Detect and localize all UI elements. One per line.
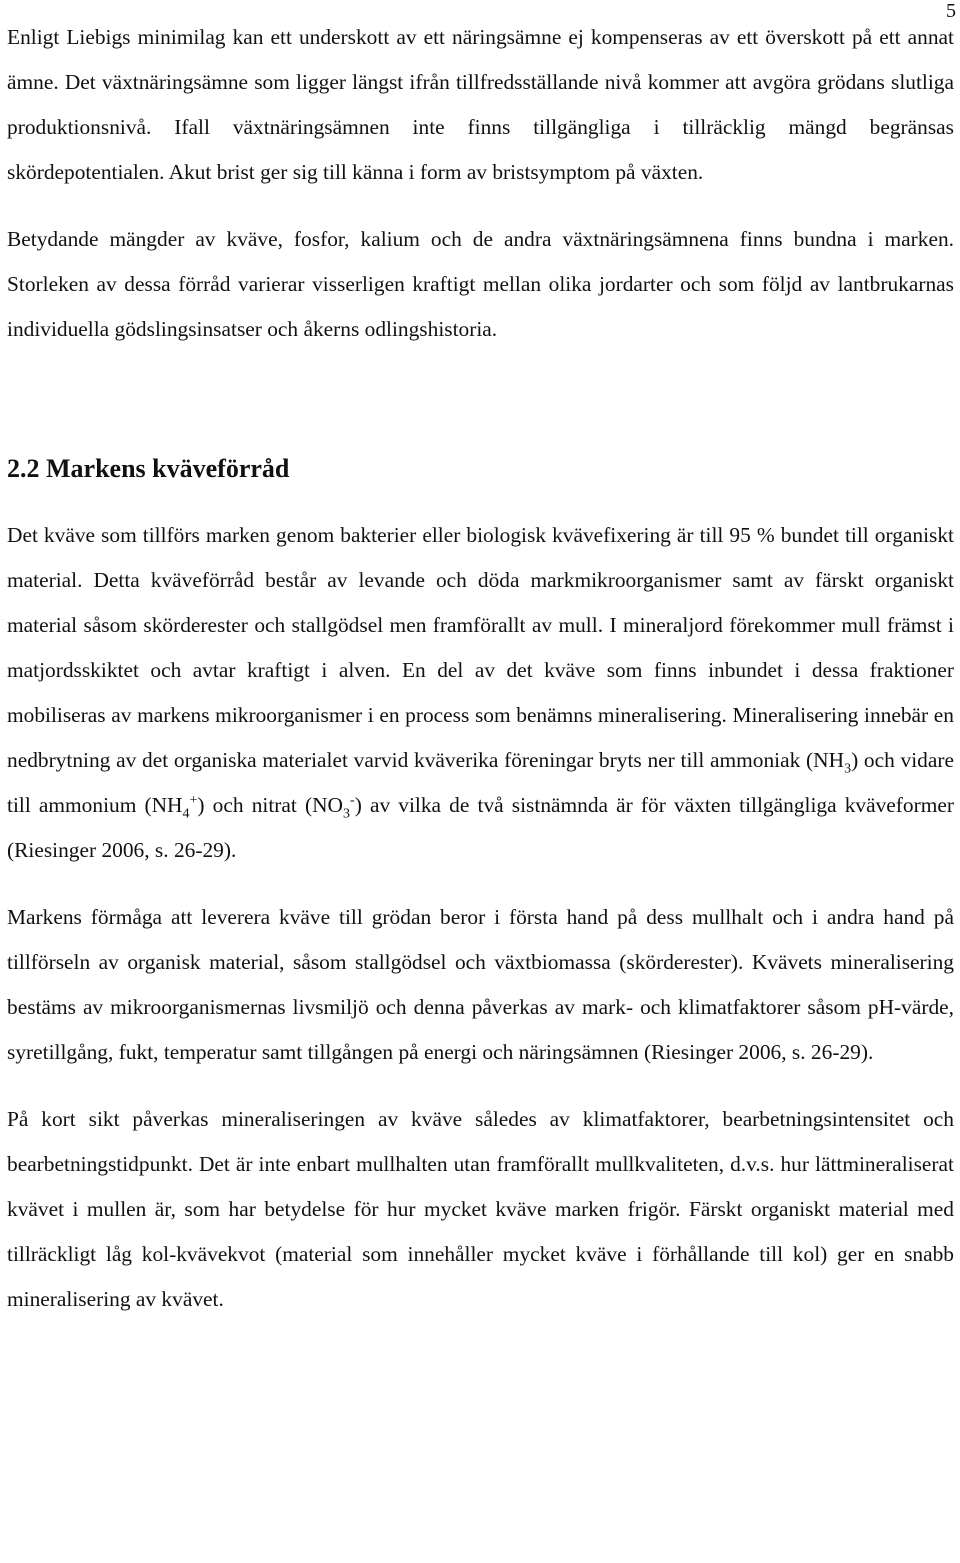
subscript: 3 (844, 761, 852, 777)
superscript: - (350, 792, 355, 808)
superscript: + (189, 792, 198, 808)
paragraph-short-term: På kort sikt påverkas mineraliseringen av kväve således av klimatfaktorer, bearbetningsintensitet och bearbetningstidpunkt. Det är inte enbart mullhalten utan framförallt mullkvaliteten, d.v.s. hur lättmineraliserat kvävet i mullen är, som har betydelse för hur mycket kväve marken frigör. Färskt organiskt material med tillräckligt låg kol-kvävekvot (material som innehåller mycket kväve i förhållande till kol) ger en snabb mineralisering av kvävet. (7, 1107, 954, 1311)
page-number: 5 (946, 0, 956, 22)
text-segment: ) av vilka de två sistnämnda är för växten tillgängliga kväveformer (Riesinger 2006, s. 26-29). (7, 793, 954, 862)
subscript: 4 (182, 806, 190, 822)
paragraph-nutrient-stores: Betydande mängder av kväve, fosfor, kalium och de andra växtnäringsämnena finns bundna i marken. Storleken av dessa förråd varierar visserligen kraftigt mellan olika jordarter och som följd av lantbrukarnas individuella gödslingsinsatser och åkerns odlingshistoria. (7, 227, 954, 341)
text-segment: ) och vidare till ammonium (NH (7, 748, 954, 817)
subscript: 3 (343, 806, 351, 822)
section-heading: 2.2 Markens kväveförråd (7, 454, 290, 483)
document-body (7, 15, 954, 1322)
text-segment: Det kväve som tillförs marken genom bakterier eller biologisk kvävefixering är till 95 % bundet till organiskt material. Detta kväveförråd består av levande och döda markmikroorganismer samt av färskt organiskt material såsom skörderester och stallgödsel men framförallt av mull. I mineraljord förekommer mull främst i matjordsskiktet och avtar kraftigt i alven. En del av det kväve som finns inbundet i dessa fraktioner mobiliseras av markens mikroorganismer i en process som benämns mineralisering. Mineralisering innebär en nedbrytning av det organiska materialet varvid kväverika föreningar bryts ner till ammoniak (NH (7, 523, 954, 772)
paragraph-nitrogen-store (7, 513, 954, 873)
paragraph-soil-capacity: Markens förmåga att leverera kväve till grödan beror i första hand på dess mullhalt och i andra hand på tillförseln av organisk material, såsom stallgödsel och växtbiomassa (skörderester). Kvävets mineralisering bestäms av mikroorganismernas livsmiljö och denna påverkas av mark- och klimatfaktorer såsom pH-värde, syretillgång, fukt, temperatur samt tillgången på energi och näringsämnen (Riesinger 2006, s. 26-29). (7, 905, 954, 1064)
text-segment: ) och nitrat (NO (197, 793, 344, 817)
paragraph-liebig: Enligt Liebigs minimilag kan ett underskott av ett näringsämne ej kompenseras av ett överskott på ett annat ämne. Det växtnäringsämne som ligger längst ifrån tillfredsställande nivå kommer att avgöra grödans slutliga produktionsnivå. Ifall växtnäringsämnen inte finns tillgängliga i tillräcklig mängd begränsas skördepotentialen. Akut brist ger sig till känna i form av bristsymptom på växten. (7, 25, 954, 184)
